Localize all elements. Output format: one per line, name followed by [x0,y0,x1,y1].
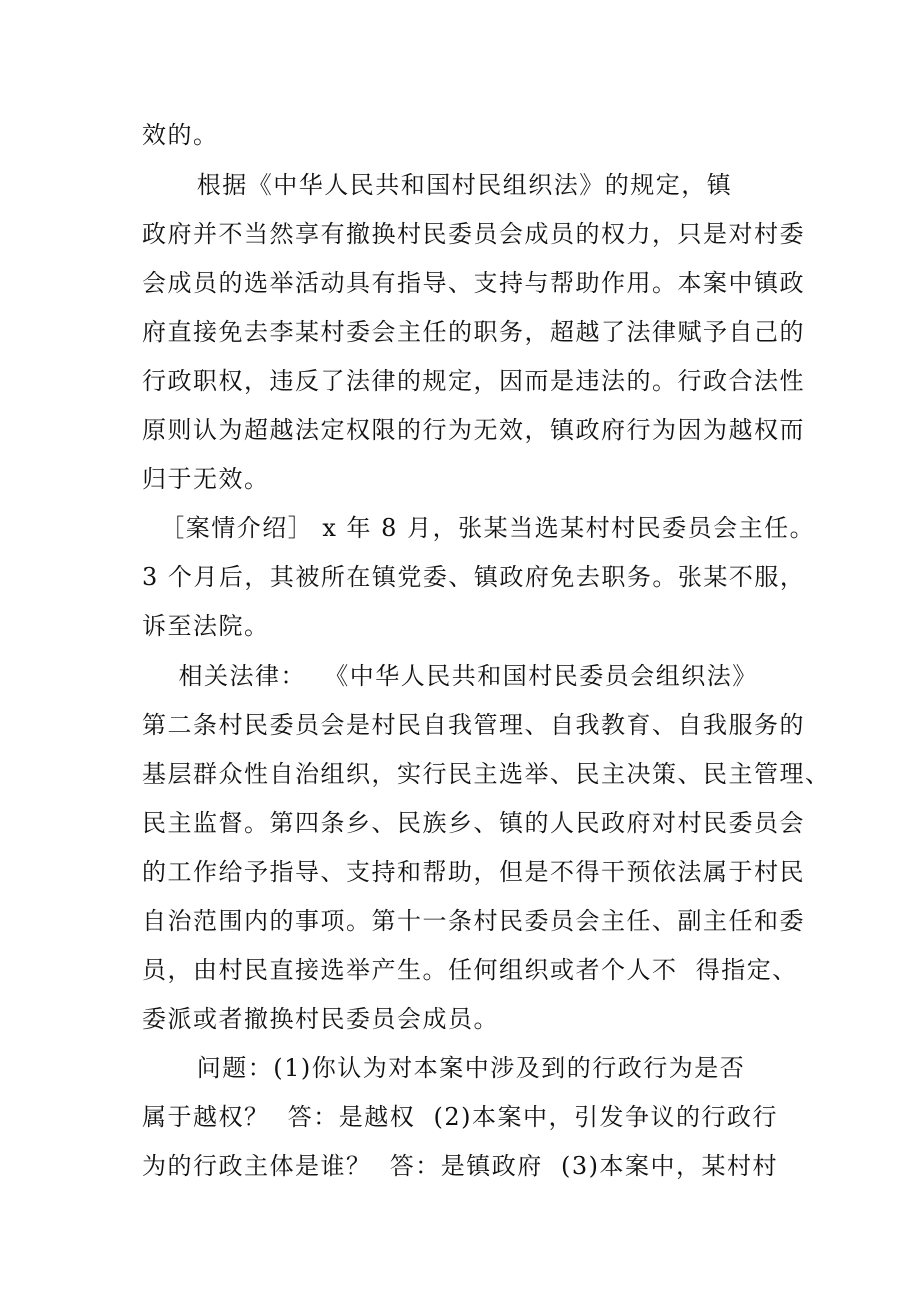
text-line: 政府并不当然享有撤换村民委员会成员的权力，只是对村委 [142,220,805,248]
text-line: 问题：(1)你认为对本案中涉及到的行政行为是否 [142,1054,746,1082]
text-line: ［案情介绍］ x 年 8 月，张某当选某村村民委员会主任。 [142,514,816,542]
text-line: 自治范围内的事项。第十一条村民委员会主任、副主任和委 [142,907,805,935]
text-line: 相关法律： 《中华人民共和国村民委员会组织法》 [142,662,758,690]
text-line: 员，由村民直接选举产生。任何组织或者个人不 得指定、 [142,956,798,984]
text-line: 府直接免去李某村委会主任的职务，超越了法律赋予自己的 [142,318,805,346]
text-line: 会成员的选举活动具有指导、支持与帮助作用。本案中镇政 [142,269,805,297]
text-line: 根据《中华人民共和国村民组织法》的规定，镇 [142,171,733,199]
text-line: 为的行政主体是谁？ 答：是镇政府 (3)本案中，某村村 [142,1152,779,1180]
text-line: 行政职权，违反了法律的规定，因而是违法的。行政合法性 [142,367,805,395]
text-line: 委派或者撤换村民委员会成员。 [142,1005,499,1033]
text-line: 第二条村民委员会是村民自我管理、自我教育、自我服务的 [142,711,805,739]
text-line: 效的。 [142,121,219,149]
text-line: 的工作给予指导、支持和帮助，但是不得干预依法属于村民 [142,858,805,886]
text-line: 原则认为超越法定权限的行为无效，镇政府行为因为越权而 [142,416,805,444]
text-line: 诉至法院。 [142,612,270,640]
text-line: 归于无效。 [142,465,270,493]
text-line: 属于越权？ 答：是越权 (2)本案中，引发争议的行政行 [142,1103,779,1131]
text-line: 基层群众性自治组织，实行民主选举、民主决策、民主管理、 [142,760,831,788]
text-line: 民主监督。第四条乡、民族乡、镇的人民政府对村民委员会 [142,809,805,837]
text-line: 3 个月后，其被所在镇党委、镇政府免去职务。张某不服， [142,563,806,591]
